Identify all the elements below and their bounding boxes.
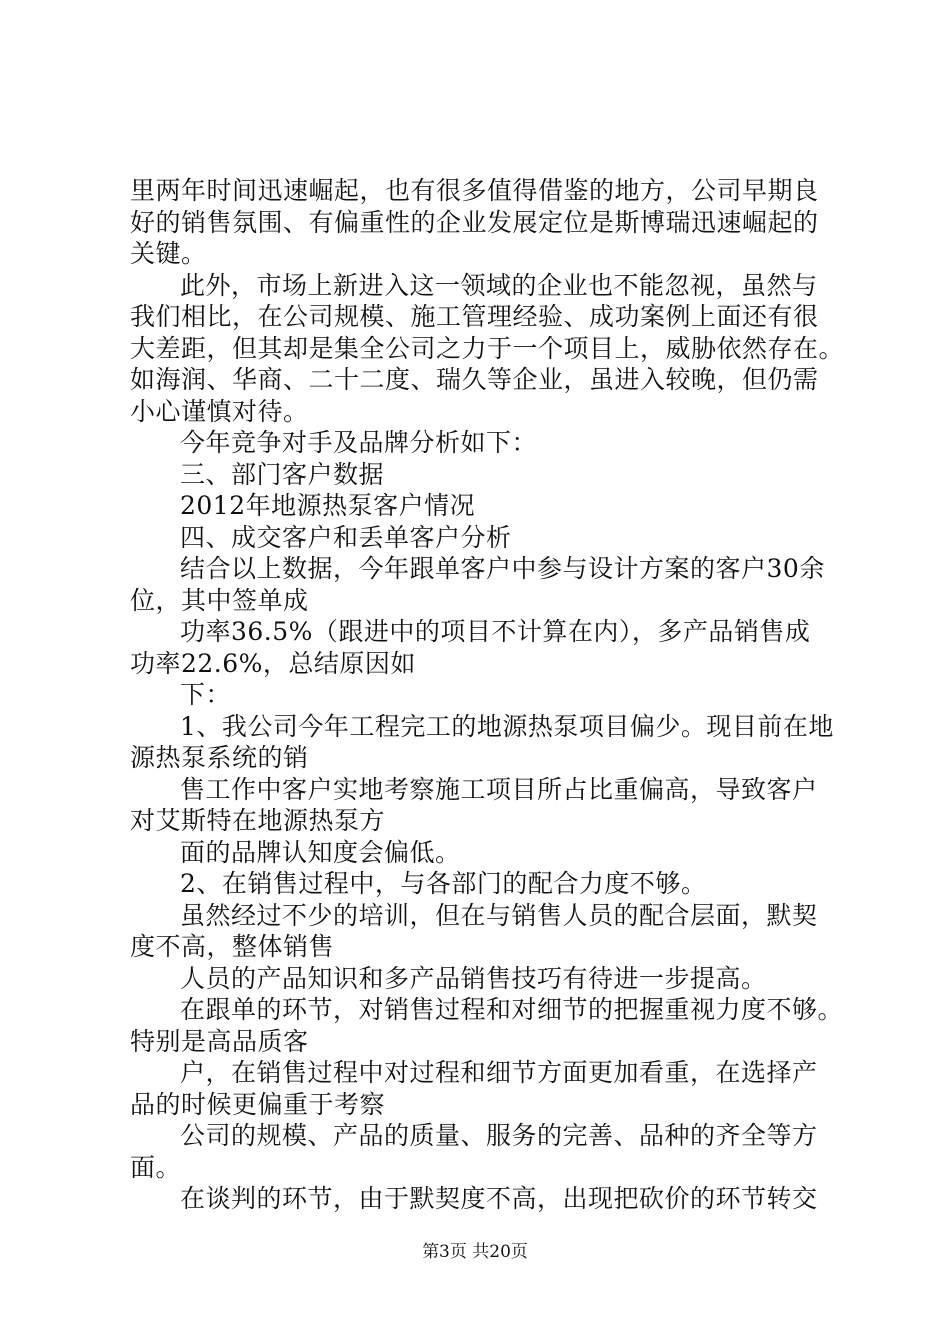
text-line: 里两年时间迅速崛起，也有很多值得借鉴的地方，公司早期良 xyxy=(130,176,819,205)
text-line: 在谈判的环节，由于默契度不高，出现把砍价的环节转交 xyxy=(180,1184,818,1213)
text-line: 虽然经过不少的培训，但在与销售人员的配合层面，默契 xyxy=(180,900,818,930)
text-line: 我们相比，在公司规模、施工管理经验、成功案例上面还有很 xyxy=(130,302,819,331)
text-line: 下： xyxy=(180,680,232,709)
text-line: 小心谨慎对待。 xyxy=(130,396,309,426)
text-line: 四、成交客户和丢单客户分析 xyxy=(180,522,512,552)
text-line: 面。 xyxy=(130,1152,182,1182)
text-line: 源热泵系统的销 xyxy=(130,743,309,772)
text-line: 结合以上数据，今年跟单客户中参与设计方案的客户30余 xyxy=(180,554,825,583)
text-line: 2、在销售过程中，与各部门的配合力度不够。 xyxy=(180,869,707,898)
text-line: 在跟单的环节，对销售过程和对细节的把握重视力度不够。 xyxy=(180,995,844,1024)
text-line: 2012年地源热泵客户情况 xyxy=(180,491,476,520)
page-footer: 第3页 共20页 xyxy=(422,1242,528,1262)
text-line: 位，其中签单成 xyxy=(130,585,309,615)
text-line: 面的品牌认知度会偏低。 xyxy=(180,837,461,867)
text-line: 1、我公司今年工程完工的地源热泵项目偏少。现目前在地 xyxy=(180,711,834,741)
text-line: 三、部门客户数据 xyxy=(180,459,385,489)
text-line: 售工作中客户实地考察施工项目所占比重偏高，导致客户 xyxy=(180,774,818,804)
text-line: 户，在销售过程中对过程和细节方面更加看重，在选择产 xyxy=(180,1058,818,1087)
text-line: 关键。 xyxy=(130,239,207,268)
text-line: 好的销售氛围、有偏重性的企业发展定位是斯博瑞迅速崛起的 xyxy=(130,207,819,237)
text-line: 功率36.5%（跟进中的项目不计算在内），多产品销售成 xyxy=(180,617,811,646)
text-line: 品的时候更偏重于考察 xyxy=(130,1089,386,1119)
text-line: 人员的产品知识和多产品销售技巧有待进一步提高。 xyxy=(180,963,767,993)
text-line: 度不高，整体销售 xyxy=(130,932,335,961)
text-line: 此外，市场上新进入这一领域的企业也不能忽视，虽然与 xyxy=(180,270,818,300)
text-line: 如海润、华商、二十二度、瑞久等企业，虽进入较晚，但仍需 xyxy=(130,365,819,394)
text-line: 功率22.6%，总结原因如 xyxy=(130,648,416,678)
text-line: 大差距，但其却是集全公司之力于一个项目上，威胁依然存在。 xyxy=(130,333,845,363)
text-line: 今年竞争对手及品牌分析如下： xyxy=(180,428,538,457)
text-line: 特别是高品质客 xyxy=(130,1026,309,1056)
text-line: 对艾斯特在地源热泵方 xyxy=(130,806,386,835)
text-line: 公司的规模、产品的质量、服务的完善、品种的齐全等方 xyxy=(180,1121,818,1150)
document-body xyxy=(130,175,850,1215)
